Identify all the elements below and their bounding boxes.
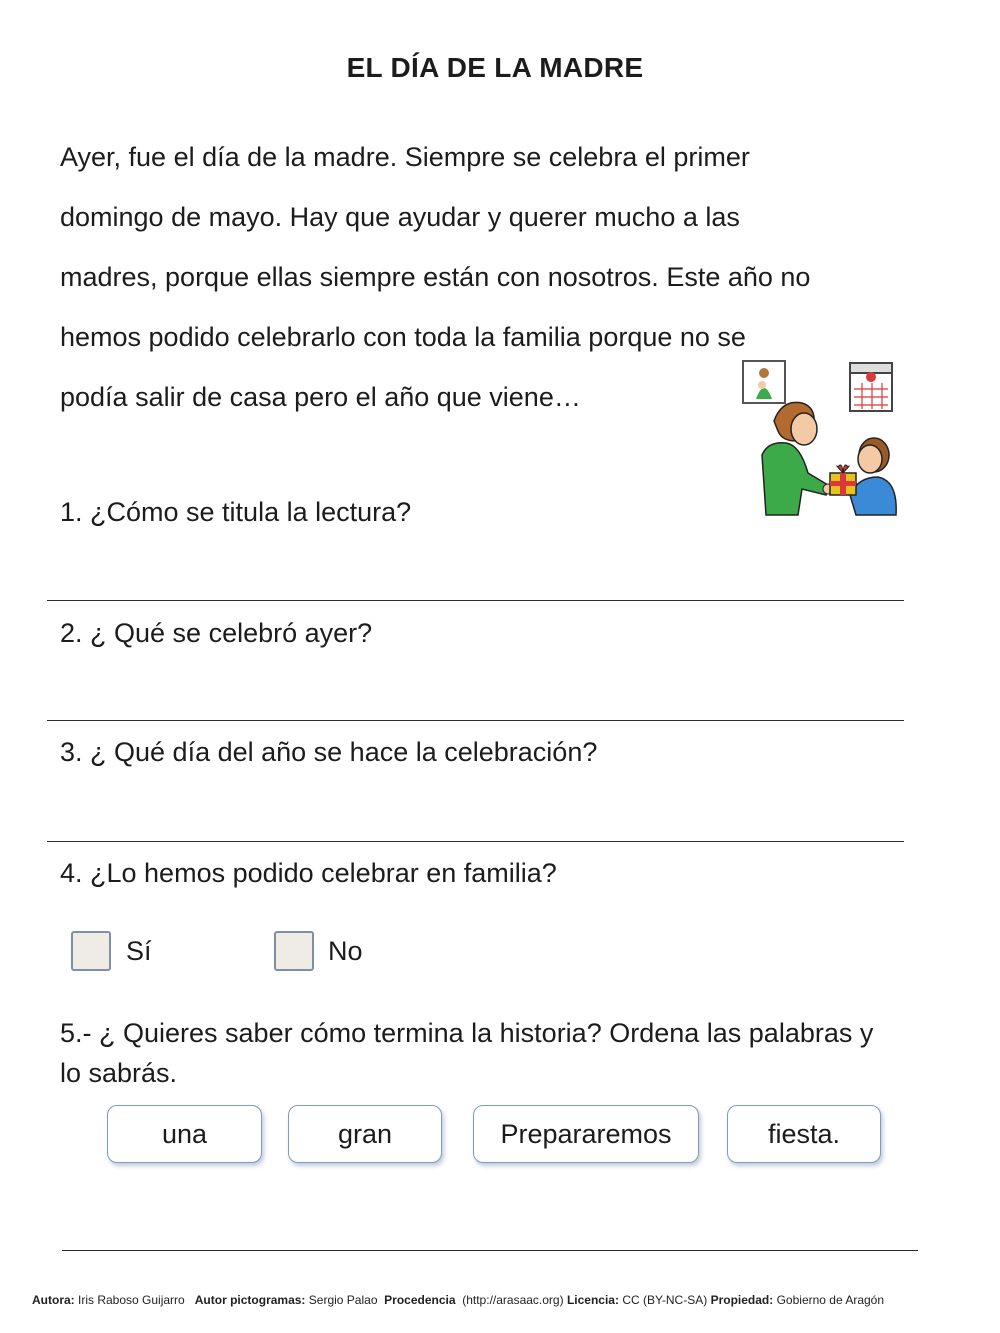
mother-gift-pictogram xyxy=(738,355,903,520)
footer-propiedad: Gobierno de Aragón xyxy=(776,1293,885,1307)
child-figure-icon xyxy=(850,438,896,515)
answer-line-3[interactable] xyxy=(47,841,904,842)
footer-licencia: CC (BY-NC-SA) xyxy=(622,1293,708,1307)
paragraph-line-2: domingo de mayo. Hay que ayudar y querer mucho a las xyxy=(60,202,740,232)
footer-procedencia: (http://arasaac.org) xyxy=(462,1293,564,1307)
question-5-line-1: 5.- ¿ Quieres saber cómo termina la historia? Ordena las palabras y xyxy=(60,1018,874,1048)
paragraph-line-4: hemos podido celebrarlo con toda la familia porque no se xyxy=(60,322,746,352)
answer-line-1[interactable] xyxy=(47,600,904,601)
word-button-prepararemos[interactable]: Prepararemos xyxy=(473,1105,699,1163)
mother-figure-icon xyxy=(762,402,833,515)
answer-line-5[interactable] xyxy=(62,1250,918,1251)
question-4: 4. ¿Lo hemos podido celebrar en familia? xyxy=(60,858,557,888)
question-2: 2. ¿ Qué se celebró ayer? xyxy=(60,618,373,648)
footer-pictos-label: Autor pictogramas: xyxy=(194,1293,306,1307)
footer-licencia-label: Licencia: xyxy=(566,1293,619,1307)
worksheet-title: EL DÍA DE LA MADRE xyxy=(346,52,644,83)
calendar-icon xyxy=(850,363,892,411)
word-button-fiesta[interactable]: fiesta. xyxy=(727,1105,881,1163)
paragraph-line-5: podía salir de casa pero el año que viene… xyxy=(60,382,581,412)
option-no-label: No xyxy=(328,936,363,966)
question-5-line-2: lo sabrás. xyxy=(60,1058,178,1088)
footer-autora: Iris Raboso Guijarro xyxy=(78,1293,185,1307)
checkbox-si[interactable] xyxy=(71,931,111,971)
checkbox-no[interactable] xyxy=(274,931,314,971)
word-button-una[interactable]: una xyxy=(107,1105,262,1163)
option-si-label: Sí xyxy=(126,936,152,966)
paragraph-line-3: madres, porque ellas siempre están con nosotros. Este año no xyxy=(60,262,811,292)
answer-line-2[interactable] xyxy=(47,720,904,721)
gift-icon xyxy=(830,465,856,495)
footer-autora-label: Autora: xyxy=(32,1293,75,1307)
paragraph-line-1: Ayer, fue el día de la madre. Siempre se celebra el primer xyxy=(60,142,750,172)
mother-baby-frame-icon xyxy=(743,361,785,403)
credits-footer xyxy=(32,1293,884,1307)
footer-pictos: Sergio Palao xyxy=(308,1293,378,1307)
footer-procedencia-label: Procedencia xyxy=(384,1293,456,1307)
question-3: 3. ¿ Qué día del año se hace la celebración? xyxy=(60,737,598,767)
question-1: 1. ¿Cómo se titula la lectura? xyxy=(60,497,412,527)
footer-propiedad-label: Propiedad: xyxy=(710,1293,774,1307)
word-button-gran[interactable]: gran xyxy=(288,1105,442,1163)
